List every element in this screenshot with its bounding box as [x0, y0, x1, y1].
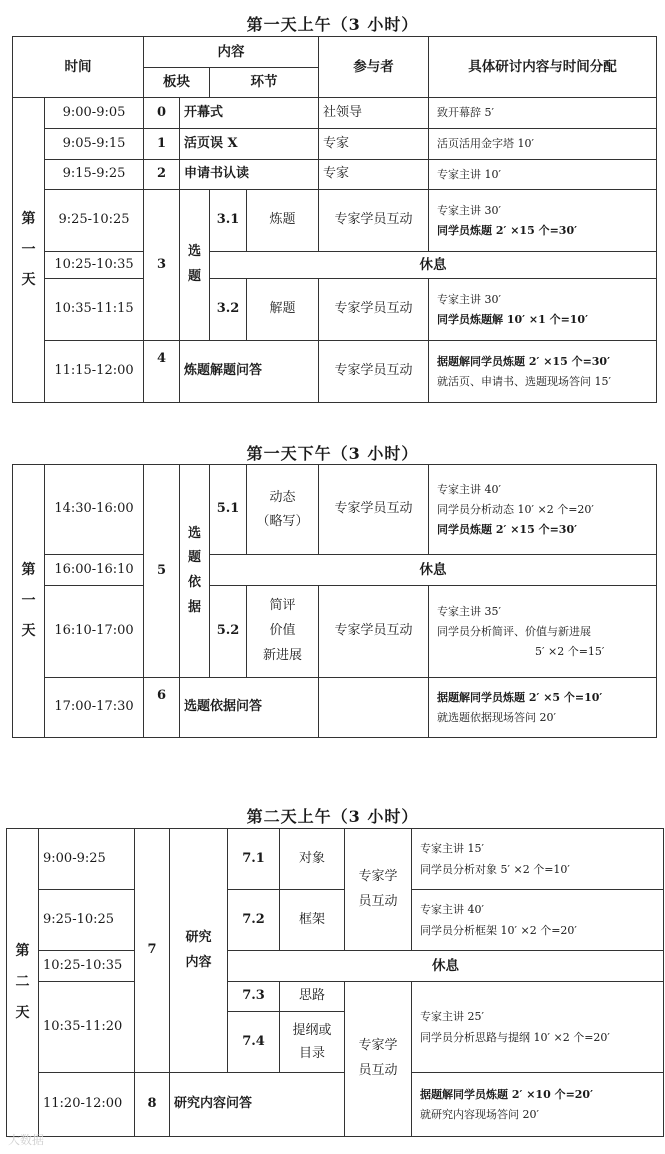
participants-cell: 专家学 员互动 — [345, 829, 412, 951]
detail-cell: 专家主讲 25′ 同学员分析思路与提纲 10′ ×2 个=20′ — [412, 982, 664, 1073]
detail-cell: 专家主讲 40′ 同学员分析动态 10′ ×2 个=20′ 同学员炼题 2′ ×15 个=30′ — [429, 465, 657, 555]
time-cell: 10:35-11:15 — [45, 279, 144, 341]
section-title: 第一天下午（3 小时） — [246, 444, 419, 463]
day-label: 第 一 天 — [13, 98, 45, 403]
header-detail: 具体研讨内容与时间分配 — [429, 37, 657, 98]
detail-cell: 据题解同学员炼题 2′ ×5 个=10′ 就选题依据现场答问 20′ — [429, 678, 657, 738]
time-cell: 9:00-9:25 — [39, 829, 135, 890]
block-number: 8 — [135, 1073, 170, 1137]
detail-cell: 专家主讲 30′ 同学员炼题解 10′ ×1 个=10′ — [429, 279, 657, 341]
time-cell: 9:25-10:25 — [39, 890, 135, 951]
block-name: 研究 内容 — [170, 829, 228, 1073]
sub-number: 7.3 — [228, 982, 280, 1012]
participants-cell — [319, 678, 429, 738]
schedule-table-day1-morning — [12, 36, 657, 403]
time-cell: 9:00-9:05 — [45, 98, 144, 129]
block-number: 2 — [144, 160, 180, 190]
time-cell: 14:30-16:00 — [45, 465, 144, 555]
participants-cell: 专家学员互动 — [319, 190, 429, 252]
day-label: 第 一 天 — [13, 465, 45, 738]
detail-cell: 专家主讲 40′ 同学员分析框架 10′ ×2 个=20′ — [412, 890, 664, 951]
sub-number: 3.1 — [210, 190, 247, 252]
detail-cell: 专家主讲 30′ 同学员炼题 2′ ×15 个=30′ — [429, 190, 657, 252]
time-cell: 10:25-10:35 — [39, 951, 135, 982]
time-cell: 11:20-12:00 — [39, 1073, 135, 1137]
sub-number: 7.1 — [228, 829, 280, 890]
schedule-table-day1-afternoon — [12, 464, 657, 738]
break-label: 休息 — [228, 951, 664, 982]
header-time: 时间 — [13, 37, 144, 98]
time-cell: 10:35-11:20 — [39, 982, 135, 1073]
block-name: 研究内容问答 — [170, 1073, 412, 1137]
sub-number: 7.2 — [228, 890, 280, 951]
section-title: 第一天上午（3 小时） — [246, 15, 419, 34]
block-number: 6 — [144, 678, 180, 738]
sub-number: 5.2 — [210, 586, 247, 678]
break-label: 休息 — [210, 252, 657, 279]
block-number: 4 — [144, 341, 180, 403]
time-cell: 9:25-10:25 — [45, 190, 144, 252]
step-name: 炼题 — [247, 190, 319, 252]
participants-cell: 专家学员互动 — [319, 341, 429, 403]
header-participants: 参与者 — [319, 37, 429, 98]
schedule-table-day2-morning — [6, 828, 664, 1137]
block-name: 选 题 依 据 — [180, 465, 210, 678]
step-name: 对象 — [280, 829, 345, 890]
detail-cell: 专家主讲 15′ 同学员分析对象 5′ ×2 个=10′ — [412, 829, 664, 890]
header-content: 内容 — [144, 37, 319, 68]
participants-cell: 社领导 — [319, 98, 429, 129]
participants-cell: 专家学员互动 — [319, 465, 429, 555]
step-name: 思路 — [280, 982, 345, 1012]
detail-cell: 专家主讲 10′ — [429, 160, 657, 190]
break-label: 休息 — [210, 555, 657, 586]
detail-cell: 据题解同学员炼题 2′ ×15 个=30′ 就活页、申请书、选题现场答问 15′ — [429, 341, 657, 403]
block-number: 0 — [144, 98, 180, 129]
detail-cell: 据题解同学员炼题 2′ ×10 个=20′ 就研究内容现场答问 20′ — [412, 1073, 664, 1137]
participants-cell: 专家学员互动 — [319, 279, 429, 341]
time-cell: 11:15-12:00 — [45, 341, 144, 403]
block-number: 1 — [144, 129, 180, 160]
time-cell: 17:00-17:30 — [45, 678, 144, 738]
participants-cell: 专家学 员互动 — [345, 982, 412, 1137]
detail-cell: 专家主讲 35′ 同学员分析简评、价值与新进展 5′ ×2 个=15′ — [429, 586, 657, 678]
time-cell: 16:10-17:00 — [45, 586, 144, 678]
time-cell: 9:05-9:15 — [45, 129, 144, 160]
block-name: 开幕式 — [180, 98, 319, 129]
participants-cell: 专家 — [319, 160, 429, 190]
block-name: 申请书认读 — [180, 160, 319, 190]
sub-number: 7.4 — [228, 1012, 280, 1073]
detail-cell: 致开幕辞 5′ — [429, 98, 657, 129]
step-name: 提纲或 目录 — [280, 1012, 345, 1073]
sub-number: 5.1 — [210, 465, 247, 555]
participants-cell: 专家 — [319, 129, 429, 160]
time-cell: 10:25-10:35 — [45, 252, 144, 279]
step-name: 简评 价值 新进展 — [247, 586, 319, 678]
detail-cell: 活页活用金字塔 10′ — [429, 129, 657, 160]
step-name: 框架 — [280, 890, 345, 951]
block-number: 7 — [135, 829, 170, 1073]
watermark: 大数据 — [8, 1133, 45, 1147]
time-cell: 16:00-16:10 — [45, 555, 144, 586]
block-name: 选题依据问答 — [180, 678, 319, 738]
block-name: 活页误 X — [180, 129, 319, 160]
section-title: 第二天上午（3 小时） — [246, 807, 419, 826]
header-block: 板块 — [144, 68, 210, 98]
block-name: 选 题 — [180, 190, 210, 341]
participants-cell: 专家学员互动 — [319, 586, 429, 678]
header-step: 环节 — [210, 68, 319, 98]
block-name: 炼题解题问答 — [180, 341, 319, 403]
step-name: 动态 （略写） — [247, 465, 319, 555]
step-name: 解题 — [247, 279, 319, 341]
block-number: 5 — [144, 465, 180, 678]
time-cell: 9:15-9:25 — [45, 160, 144, 190]
block-number: 3 — [144, 190, 180, 341]
sub-number: 3.2 — [210, 279, 247, 341]
day-label: 第 二 天 — [7, 829, 39, 1137]
